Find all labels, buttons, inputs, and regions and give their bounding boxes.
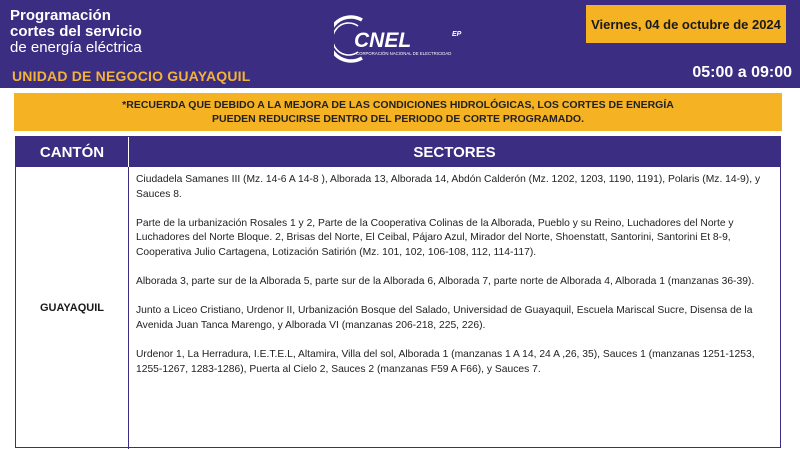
sector-paragraph-1: Ciudadela Samanes III (Mz. 14-6 A 14-8 ), Alborada 13, Alborada 14, Abdón Calderón (Mz. 1202, 1203, 1190, 1191), Polaris (Mz. 14-9), y Sauces 8.: [136, 174, 761, 200]
time-range: 05:00 a 09:00: [692, 64, 792, 81]
title-line-2: cortes del servicio: [10, 23, 142, 40]
header-canton: CANTÓN: [39, 143, 105, 161]
logo-tagline-text: CORPORACIÓN NACIONAL DE ELECTRICIDAD: [356, 51, 452, 56]
title-line-3: de energía eléctrica: [10, 39, 142, 56]
date-text: Viernes, 04 de octubre de 2024: [591, 16, 781, 32]
business-unit-label: UNIDAD DE NEGOCIO GUAYAQUIL: [12, 68, 251, 84]
canton-name: GUAYAQUIL: [40, 302, 104, 314]
logo-suffix-text: EP: [452, 31, 462, 38]
sector-paragraph-4: Junto a Liceo Cristiano, Urdenor II, Urbanización Bosque del Salado, Universidad de Guayaquil, Escuela Mariscal Sucre, Disensa de la Avenida Juan Tanca Marengo, y Alborada VI (manzanas 206-218, 225, 226).: [136, 305, 753, 331]
page-title: [10, 8, 142, 56]
sector-paragraph-3: Alborada 3, parte sur de la Alborada 5, parte sur de la Alborada 6, Alborada 7, parte norte de Alborada 4, Alborada 1 (manzanas 36-39).: [136, 276, 755, 288]
date-badge: [586, 5, 786, 43]
notice-line-1: *RECUERDA QUE DEBIDO A LA MEJORA DE LAS CONDICIONES HIDROLÓGICAS, LOS CORTES DE ENERGÍA: [122, 99, 674, 111]
sector-paragraph-2: Parte de la urbanización Rosales 1 y 2, Parte de la Cooperativa Colinas de la Alborada, Pueblo y su Reino, Luchadores del Norte y Luchadores del Norte Bloque. 2, Brisas del Norte, El Ceibal, Pájaro Azul, Mirador del Norte, Shoenstatt, Santorini, Santorini Et 8-9, Cooperativa Julio Cartagena, Lotización Satirión (Mz. 101, 102, 106-108, 112, 114-117).: [136, 217, 734, 258]
title-line-1: Programación: [10, 7, 111, 24]
sector-paragraph-5: Urdenor 1, La Herradura, I.E.T.E.L, Altamira, Villa del sol, Alborada 1 (manzanas 1 A 14, 24 A ,26, 35), Sauces 1 (manzanas 1251-1253, 1255-1267, 1283-1286), Puerta al Cielo 2, Sauces 2 (manzanas F59 A F66), y Sauces 7.: [136, 349, 755, 375]
canton-cell: [16, 167, 128, 449]
header-banner: [0, 0, 800, 88]
outage-table: [15, 136, 781, 448]
notice-line-2: PUEDEN REDUCIRSE DENTRO DEL PERIODO DE CORTE PROGRAMADO.: [211, 113, 584, 125]
cnel-logo-icon: [334, 14, 484, 64]
notice-banner: [14, 93, 782, 131]
header-sectores: SECTORES: [413, 143, 496, 161]
column-divider: [128, 167, 129, 449]
table-header-row: [16, 137, 780, 167]
sectors-cell: [136, 173, 776, 392]
logo-brand-text: CNEL: [354, 29, 412, 52]
